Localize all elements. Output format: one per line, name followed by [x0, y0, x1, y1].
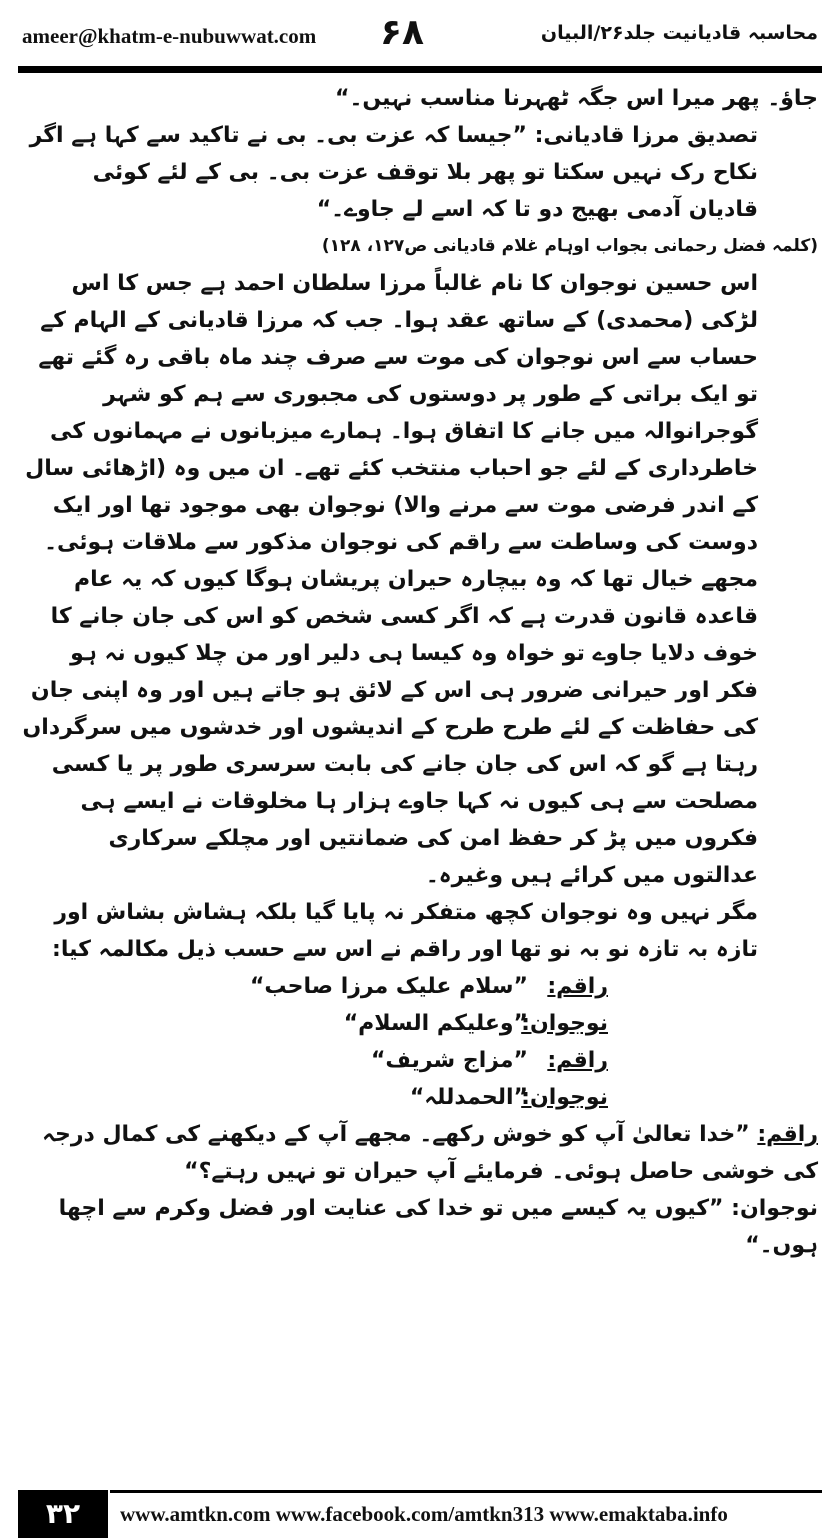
footer-rule	[110, 1490, 822, 1493]
dialogue-text: ”سلام علیک مرزا صاحب“	[249, 974, 528, 999]
dialogue-speaker: نوجوان:	[731, 1196, 818, 1221]
page-body	[22, 80, 818, 1470]
dialogue-text: ”وعلیکم السلام“	[343, 1011, 528, 1036]
dialogue-line	[22, 1005, 818, 1042]
dialogue-text: ”کیوں یہ کیسے میں تو خدا کی عنایت اور فضل وکرم سے اچھا ہوں۔“	[58, 1196, 818, 1258]
header-rule	[18, 66, 822, 73]
dialogue-line-long	[22, 1116, 818, 1190]
dialogue-text: ”مزاج شریف“	[370, 1048, 528, 1073]
dialogue-line	[22, 1042, 818, 1079]
book-title: محاسبہ قادیانیت جلد۲۶/البیان	[540, 22, 818, 44]
dialogue-line	[22, 968, 818, 1005]
dialogue-speaker: نوجوان:	[521, 1011, 608, 1036]
paragraph-1: جاؤ۔ پھر میرا اس جگہ ٹھہرنا مناسب نہیں۔“	[335, 86, 818, 111]
paragraph-4: مگر نہیں وہ نوجوان کچھ متفکر نہ پایا گیا بلکہ ہشاش بشاش اور تازہ بہ تازہ نو بہ نو تھا اور راقم نے اس سے حسب ذیل مکالمہ کیا:	[52, 900, 758, 962]
header-email: ameer@khatm-e-nubuwwat.com	[22, 24, 317, 48]
page-header	[0, 0, 840, 68]
sheet-number-badge: ۳۲	[18, 1490, 108, 1538]
dialogue-line	[22, 1079, 818, 1116]
dialogue-text: ”الحمدللہ“	[409, 1085, 528, 1110]
dialogue-text: ”خدا تعالیٰ آپ کو خوش رکھے۔ مجھے آپ کے دیکھنے کی کمال درجہ کی خوشی حاصل ہوئی۔ فرمایئے آپ حیران تو نہیں رہتے؟“	[42, 1122, 818, 1184]
page-number: ۶۸	[380, 12, 424, 53]
citation: (کلمہ فضل رحمانی بجواب اوہام غلام قادیانی ص۱۲۷، ۱۲۸)	[321, 236, 818, 256]
dialogue	[22, 968, 818, 1264]
dialogue-speaker: راقم:	[757, 1122, 818, 1147]
dialogue-speaker: نوجوان:	[521, 1085, 608, 1110]
footer-links[interactable]: www.amtkn.com www.facebook.com/amtkn313 www.emaktaba.info	[120, 1502, 728, 1526]
paragraph-2: تصدیق مرزا قادیانی: ”جیسا کہ عزت بی۔ بی نے تاکید سے کہا ہے اگر نکاح رک نہیں سکتا تو پھر بلا توقف عزت بی۔ بی کے لئے کوئی قادیان آدمی بھیج دو تا کہ اسے لے جاوے۔“	[29, 123, 758, 222]
dialogue-speaker: راقم:	[547, 1048, 608, 1073]
page-footer	[0, 1490, 840, 1540]
dialogue-line-final	[22, 1190, 818, 1264]
paragraph-3: اس حسین نوجوان کا نام غالباً مرزا سلطان احمد ہے جس کا اس لڑکی (محمدی) کے ساتھ عقد ہوا۔ جب کہ مرزا قادیانی کے الہام کے حساب سے اس نوجوان کی موت سے صرف چند ماہ باقی رہ گئے تھے تو ایک براتی کے طور پر دوستوں کی مجبوری سے ہم کو شہر گوجرانوالہ میں جانے کا اتفاق ہوا۔ ہمارے میزبانوں نے مہمانوں کی خاطرداری کے لئے جو احباب منتخب کئے تھے۔ ان میں وہ (اڑھائی سال کے اندر فرضی موت سے مرنے والا) نوجوان بھی موجود تھا اور ایک دوست کی وساطت سے راقم کی نوجوان مذکور سے ملاقات ہوئی۔ مجھے خیال تھا کہ وہ بیچارہ حیران پریشان ہوگا کیوں کہ یہ عام قاعدہ قانون قدرت ہے کہ اگر کسی شخص کو اس کی جان جانے کا خوف دلایا جاوے تو خواہ وہ کیسا ہی دلیر اور من چلا کیوں نہ ہو فکر اور حیرانی ضرور ہی اس کے لائق ہو جاتے ہیں اور وہ اپنی جان کی حفاظت کے لئے طرح طرح کے اندیشوں اور خدشوں میں سرگرداں رہتا ہے گو کہ اس کی جان جانے کی بابت سرسری طور پر یا کسی مصلحت سے ہی کیوں نہ کہا جاوے ہزار ہا مخلوقات نے ایسے ہی فکروں میں پڑ کر حفظ امن کی ضمانتیں اور مچلکے سرکاری عدالتوں میں کرائے ہیں وغیرہ۔	[22, 271, 758, 888]
dialogue-speaker: راقم:	[547, 974, 608, 999]
